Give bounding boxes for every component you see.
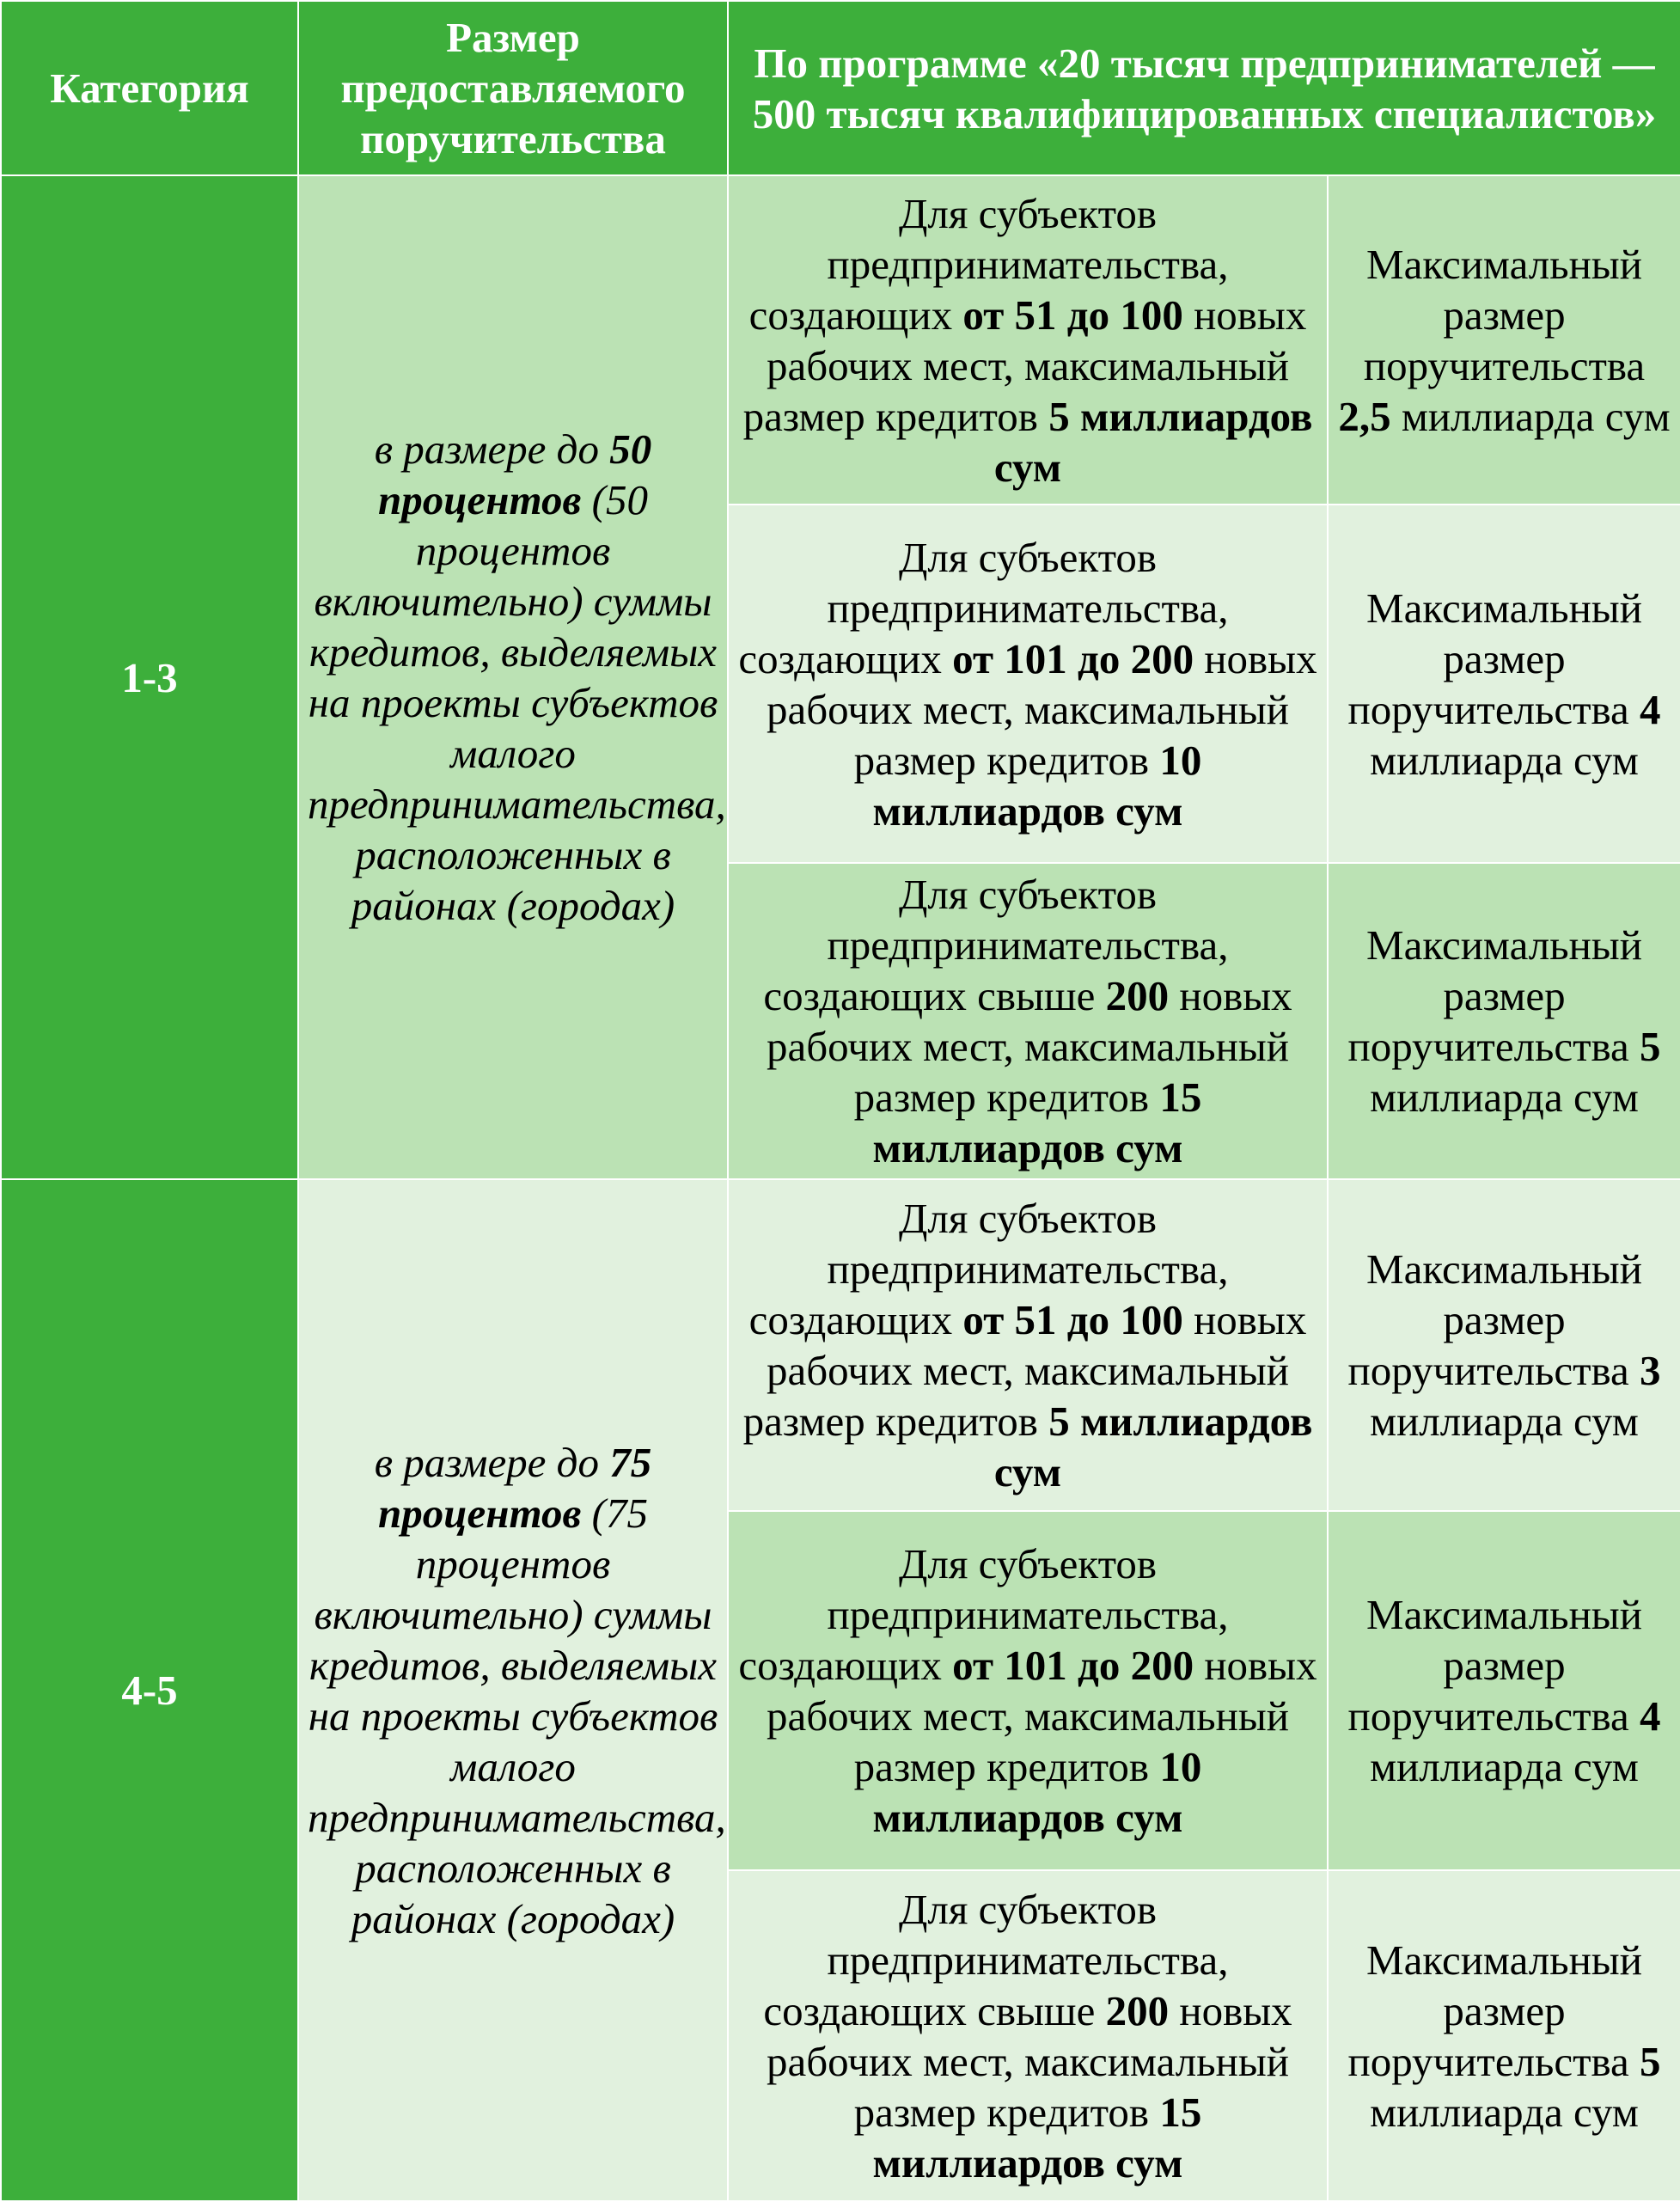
loan-condition-cell: Для субъектов предпринимательства, создающих от 51 до 100 новых рабочих мест, максимальный размер кредитов 5 миллиардов сум (728, 1179, 1328, 1511)
category-cell: 1-3 (1, 175, 298, 1179)
max-guarantee-cell: Максимальный размер поручительства 3 миллиарда сум (1328, 1179, 1680, 1511)
guarantee-percent-cell: в размере до 50 процентов (50 процентов включительно) суммы кредитов, выделяемых на проекты субъектов малого предпринимательства, расположенных в районах (городах) (298, 175, 728, 1179)
max-guarantee-cell: Максимальный размер поручительства 2,5 миллиарда сум (1328, 175, 1680, 505)
header-row (1, 1, 1680, 175)
table-row (1, 175, 1680, 505)
header-program: По программе «20 тысяч предпринимателей — 500 тысяч квалифицированных специалистов» (728, 1, 1680, 175)
category-cell: 4-5 (1, 1179, 298, 2201)
table-row (1, 1179, 1680, 1511)
loan-condition-cell: Для субъектов предпринимательства, создающих свыше 200 новых рабочих мест, максимальный размер кредитов 15 миллиардов сум (728, 1870, 1328, 2201)
loan-condition-cell: Для субъектов предпринимательства, создающих свыше 200 новых рабочих мест, максимальный размер кредитов 15 миллиардов сум (728, 863, 1328, 1179)
loan-condition-cell: Для субъектов предпринимательства, создающих от 101 до 200 новых рабочих мест, максимальный размер кредитов 10 миллиардов сум (728, 505, 1328, 863)
max-guarantee-cell: Максимальный размер поручительства 5 миллиарда сум (1328, 863, 1680, 1179)
header-category: Категория (1, 1, 298, 175)
loan-condition-cell: Для субъектов предпринимательства, создающих от 51 до 100 новых рабочих мест, максимальный размер кредитов 5 миллиардов сум (728, 175, 1328, 505)
guarantee-percent-cell: в размере до 75 процентов (75 процентов включительно) суммы кредитов, выделяемых на проекты субъектов малого предпринимательства, расположенных в районах (городах) (298, 1179, 728, 2201)
header-guarantee-size: Размер предоставляемого поручительства (298, 1, 728, 175)
max-guarantee-cell: Максимальный размер поручительства 5 миллиарда сум (1328, 1870, 1680, 2201)
max-guarantee-cell: Максимальный размер поручительства 4 миллиарда сум (1328, 505, 1680, 863)
loan-condition-cell: Для субъектов предпринимательства, создающих от 101 до 200 новых рабочих мест, максимальный размер кредитов 10 миллиардов сум (728, 1511, 1328, 1870)
max-guarantee-cell: Максимальный размер поручительства 4 миллиарда сум (1328, 1511, 1680, 1870)
